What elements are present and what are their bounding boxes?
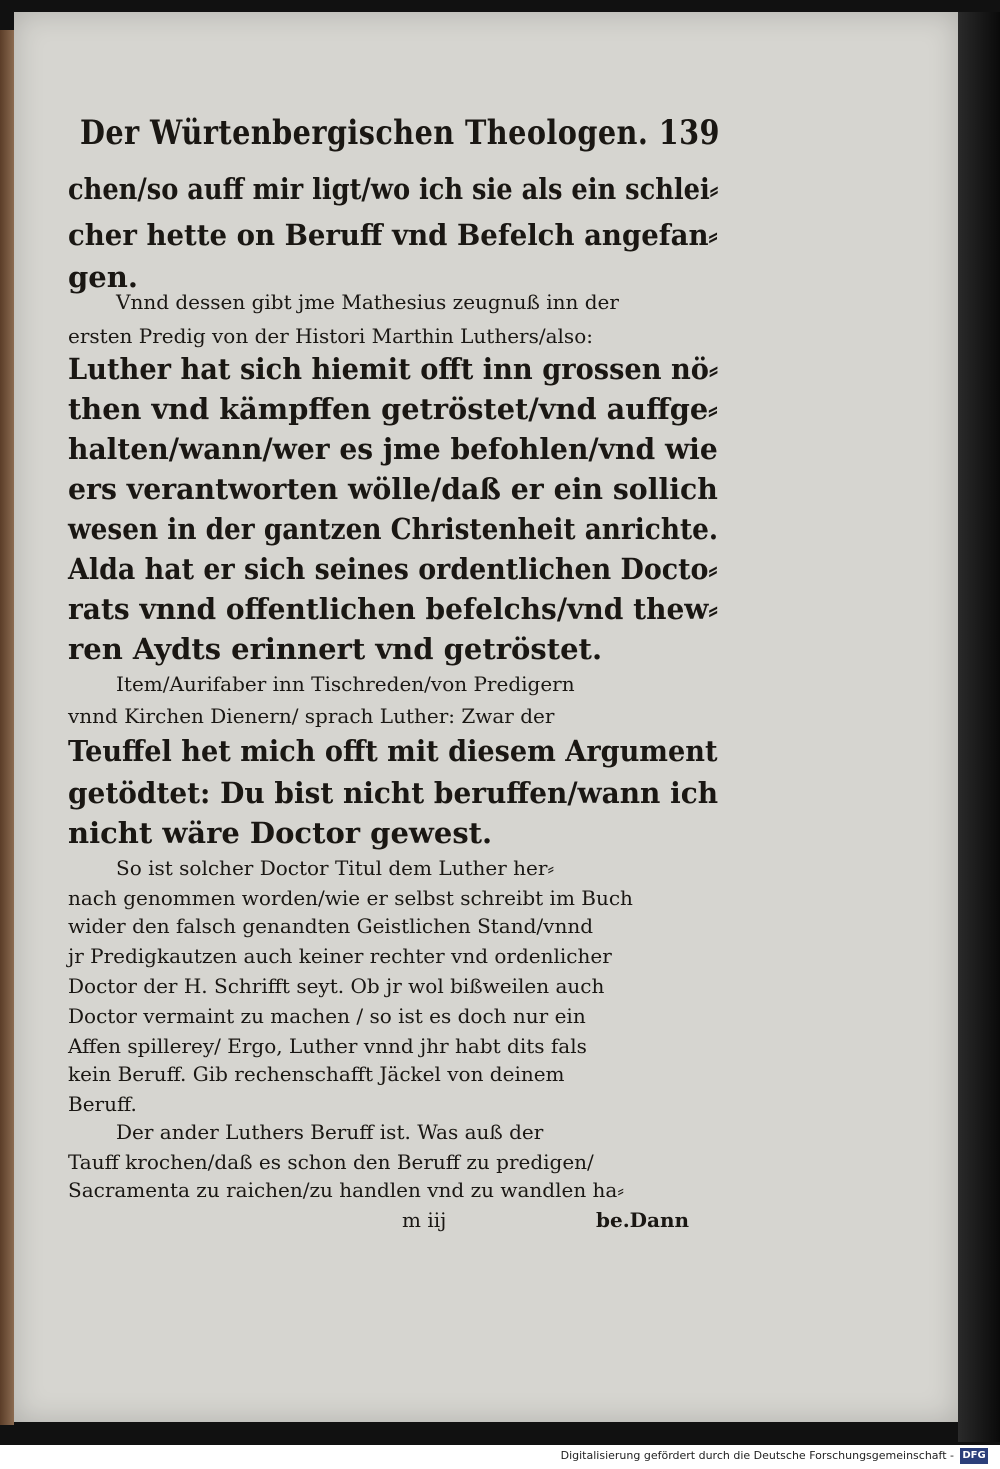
text-line: kein Beruff. Gib rechenschafft Jäckel von deinem (68, 1062, 565, 1086)
text-line: Doctor vermaint zu machen / so ist es doch nur ein (68, 1004, 586, 1028)
text-line: Alda hat er sich seines ordentlichen Docto⸗ (68, 552, 718, 586)
text-line: jr Predigkautzen auch keiner rechter vnd ordenlicher (68, 944, 612, 968)
dfg-logo: DFG (960, 1448, 988, 1464)
page-gutter-shadow (958, 12, 1000, 1442)
text-line: wesen in der gantzen Christenheit anrichte. (68, 512, 719, 546)
text-line: getödtet: Du bist nicht beruffen/wann ich (68, 776, 719, 810)
text-line: Beruff. (68, 1092, 137, 1116)
running-head: Der Würtenbergischen Theologen. 139 (80, 113, 720, 153)
text-line: vnnd Kirchen Dienern/ sprach Luther: Zwar der (68, 704, 555, 728)
text-line: Vnnd dessen gibt jme Mathesius zeugnuß inn der (116, 290, 619, 314)
text-line: ers verantworten wölle/daß er ein sollich (68, 472, 718, 506)
text-line: nach genommen worden/wie er selbst schreibt im Buch (68, 886, 633, 910)
text-line: ersten Predig von der Histori Marthin Luthers/also: (68, 324, 593, 348)
text-line: Der ander Luthers Beruff ist. Was auß der (116, 1120, 544, 1144)
text-line: chen/so auff mir ligt/wo ich sie als ein schlei⸗ (68, 172, 719, 206)
text-line: wider den falsch genandten Geistlichen Stand/vnnd (68, 914, 594, 938)
text-line: Item/Aurifaber inn Tischreden/von Predigern (116, 672, 575, 696)
text-line: cher hette on Beruff vnd Befelch angefan⸗ (68, 218, 718, 252)
text-line: then vnd kämpffen getröstet/vnd auffge⸗ (68, 392, 718, 426)
text-line: Luther hat sich hiemit offt inn grossen nö⸗ (68, 352, 719, 386)
text-line: Affen spillerey/ Ergo, Luther vnnd jhr habt dits fals (68, 1034, 587, 1058)
footer-credit: Digitalisierung gefördert durch die Deutsche Forschungsgemeinschaft - (560, 1449, 954, 1462)
text-line: ren Aydts erinnert vnd getröstet. (68, 632, 603, 666)
text-line: rats vnnd offentlichen befelchs/vnd thew⸗ (68, 592, 718, 626)
text-line: nicht wäre Doctor gewest. (68, 816, 493, 850)
text-line: gen. (68, 260, 138, 294)
text-line: halten/wann/wer es jme befohlen/vnd wie (68, 432, 718, 466)
text-line: So ist solcher Doctor Titul dem Luther her⸗ (116, 856, 555, 880)
footer-bar (0, 1445, 1000, 1469)
text-line: Sacramenta zu raichen/zu handlen vnd zu wandlen ha⸗ (68, 1178, 625, 1202)
text-line: Doctor der H. Schrifft seyt. Ob jr wol bißweilen auch (68, 974, 605, 998)
book-spine-edge (0, 30, 14, 1425)
signature-mark: m iij (402, 1208, 447, 1232)
text-line: Tauff krochen/daß es schon den Beruff zu predigen/ (68, 1150, 594, 1174)
text-line: Teuffel het mich offt mit diesem Argument (68, 734, 718, 768)
catchword: be.Dann (596, 1208, 690, 1232)
